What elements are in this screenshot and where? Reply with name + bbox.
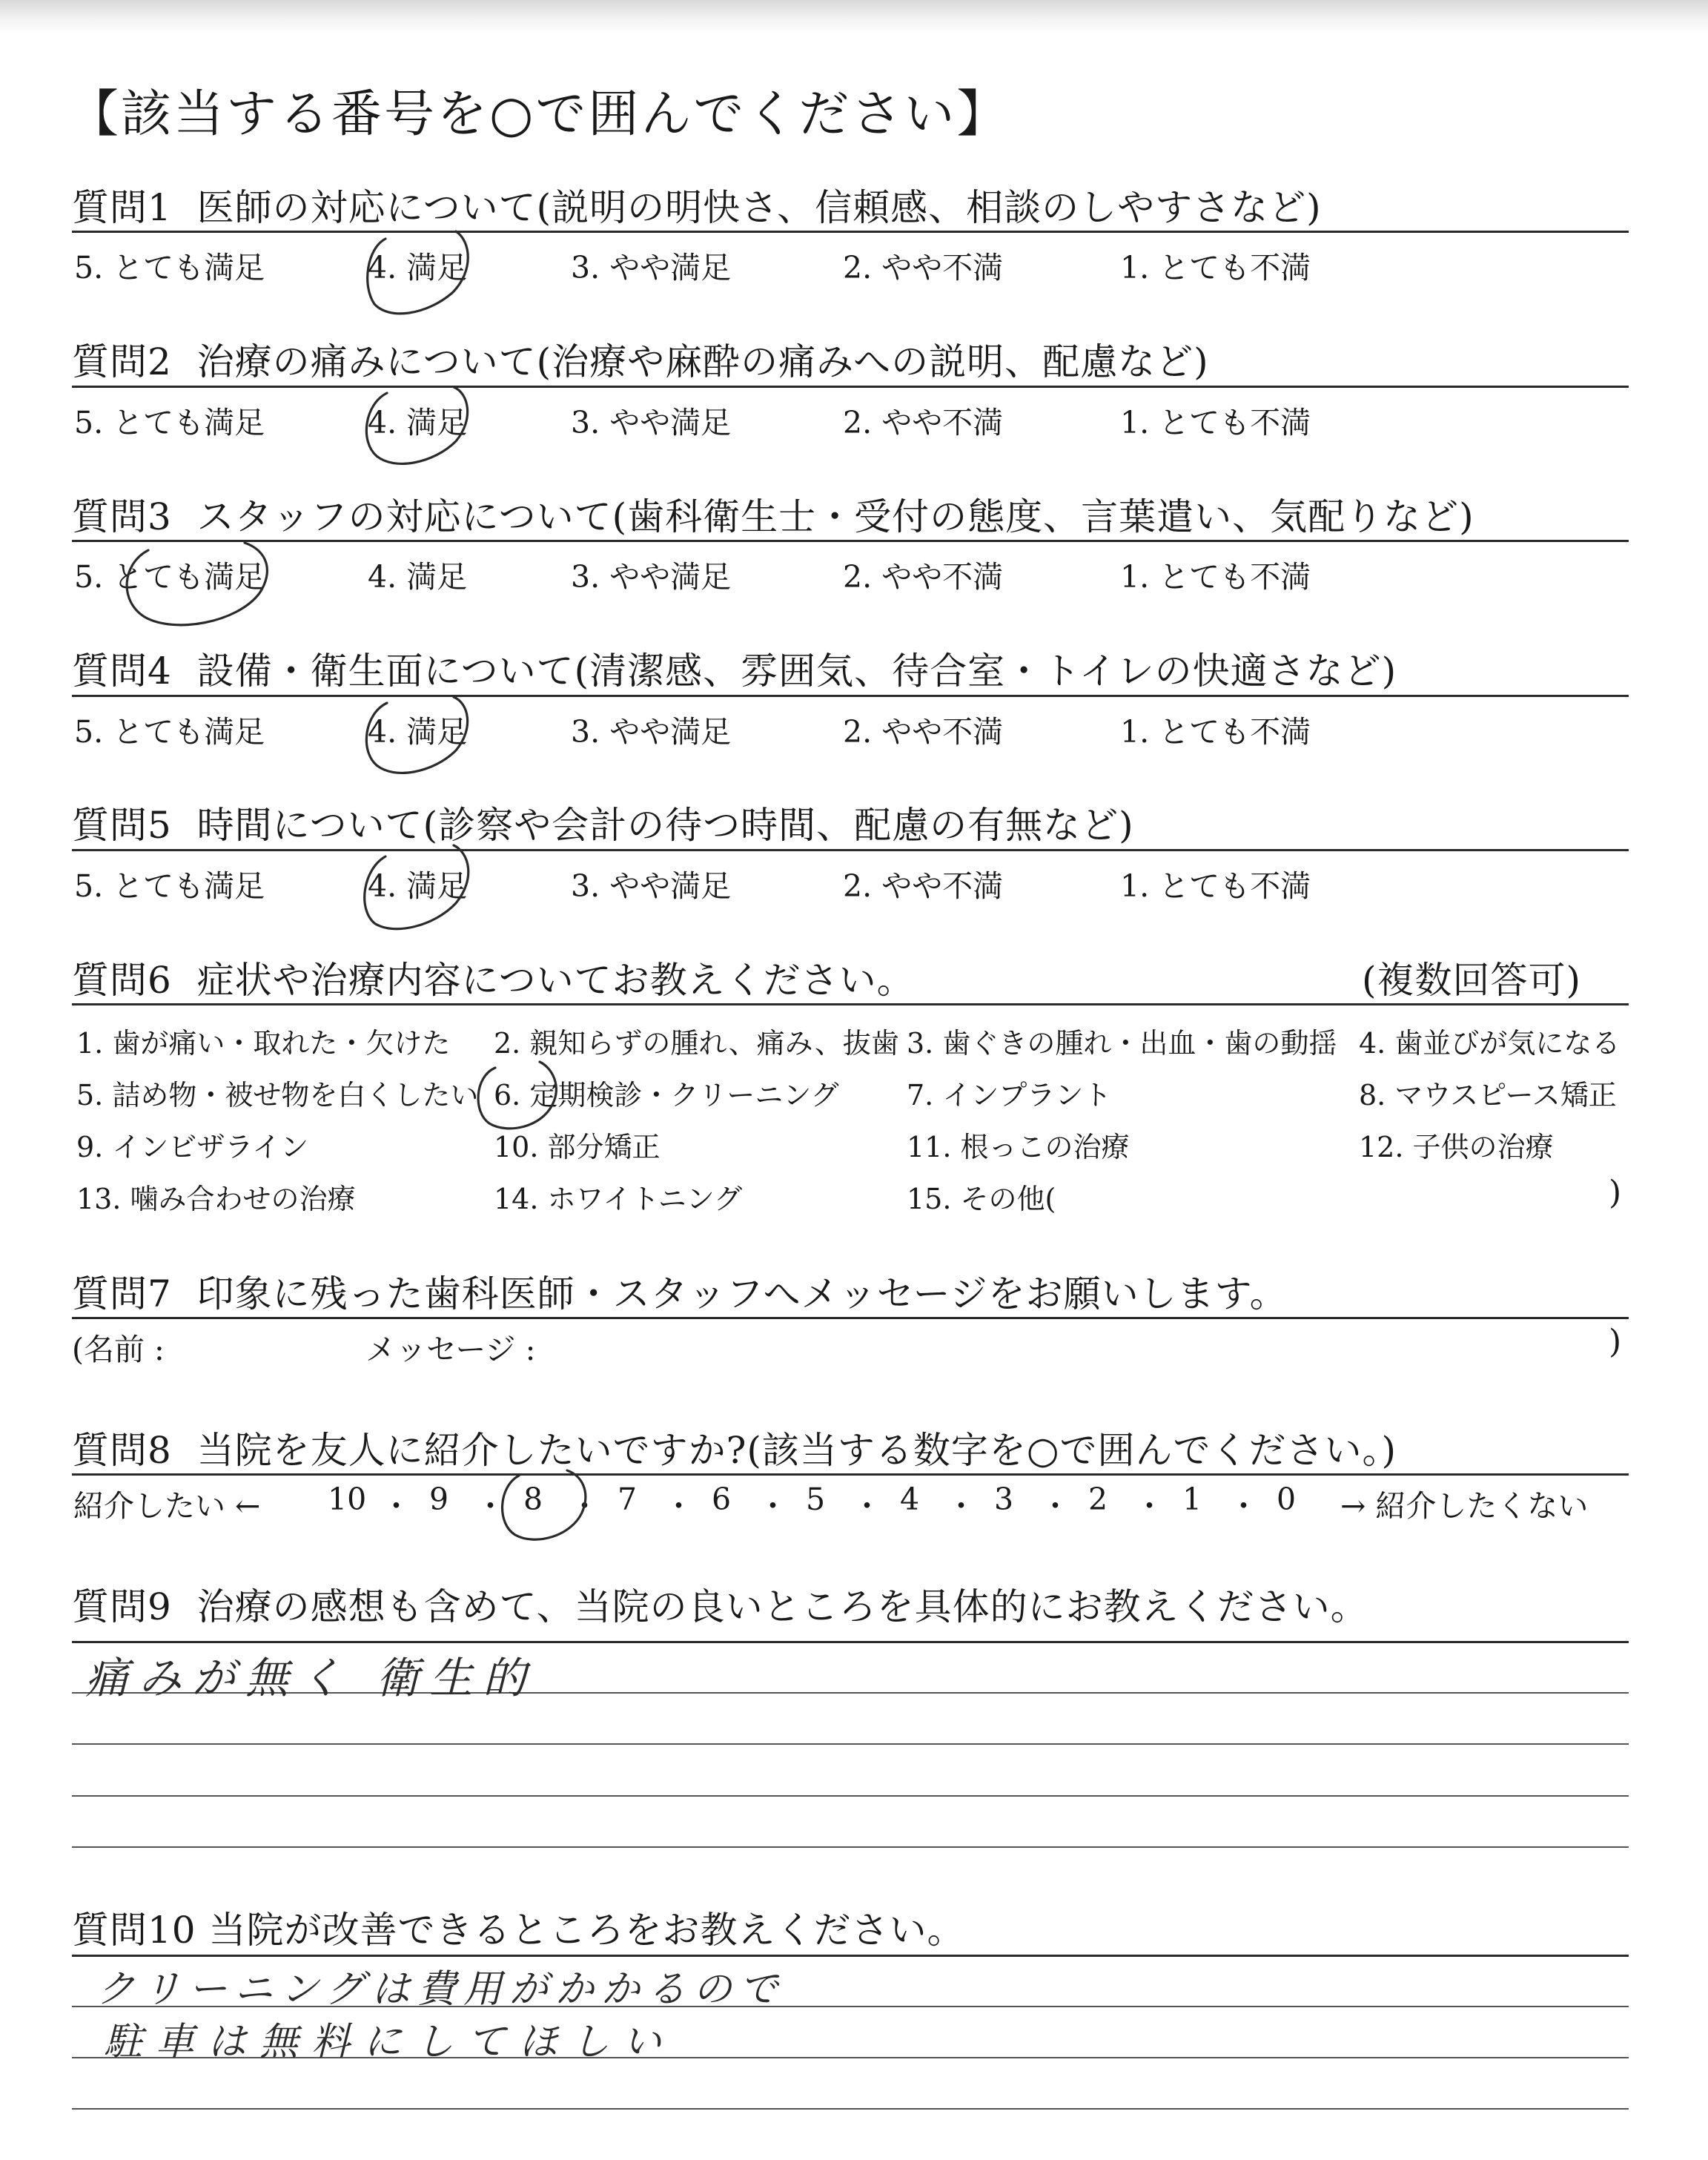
q6-option-5[interactable]: 5. 詰め物・被せ物を白くしたい: [76, 1079, 479, 1112]
q7-name-label: (名前 :: [72, 1332, 165, 1367]
q8-scale-option-6[interactable]: 6: [712, 1482, 732, 1517]
q5-option-2[interactable]: 2. やや不満: [843, 868, 1004, 904]
q8-circle-mark: [503, 1470, 586, 1539]
question-9-label: 質問9: [72, 1585, 172, 1628]
question-8-label: 質問8: [72, 1429, 172, 1472]
q8-scale-option-4[interactable]: 4: [900, 1482, 920, 1517]
q5-option-4[interactable]: 4. 満足: [368, 868, 468, 904]
q8-scale-option-0[interactable]: 0: [1277, 1482, 1297, 1517]
q3-circle-mark: [127, 543, 267, 625]
q8-scale-separator: ・: [475, 1488, 506, 1524]
question-10-label: 質問10: [72, 1909, 196, 1952]
q4-option-3[interactable]: 3. やや満足: [571, 714, 732, 750]
q5-option-3[interactable]: 3. やや満足: [571, 868, 732, 904]
q8-scale-separator: ・: [1040, 1488, 1070, 1524]
q8-scale-separator: ・: [1228, 1488, 1259, 1524]
form-title: 【該当する番号を○で囲んでください】: [68, 85, 1010, 144]
question-2-label: 質問2: [72, 340, 172, 383]
q8-scale-separator: ・: [946, 1488, 976, 1524]
question-4-text: 設備・衛生面について(清潔感、雰囲気、待合室・トイレの快適さなど): [196, 650, 1397, 693]
q8-scale-separator: ・: [758, 1488, 788, 1524]
q7-close-paren: ): [1609, 1323, 1622, 1361]
question-8-text: 当院を友人に紹介したいですか?(該当する数字を○で囲んでください。): [196, 1429, 1397, 1472]
question-3-text: スタッフの対応について(歯科衛生士・受付の態度、言葉遣い、気配りなど): [196, 495, 1474, 538]
q5-option-5[interactable]: 5. とても満足: [74, 868, 265, 904]
q3-option-5[interactable]: 5. とても満足: [74, 559, 265, 595]
q6-option-4[interactable]: 4. 歯並びが気になる: [1359, 1027, 1621, 1060]
q8-scale-separator: ・: [663, 1488, 694, 1524]
q6-option-10[interactable]: 10. 部分矯正: [494, 1131, 661, 1163]
q8-scale-separator: ・: [381, 1488, 411, 1524]
question-7-text: 印象に残った歯科医師・スタッフへメッセージをお願いします。: [196, 1272, 1288, 1315]
q2-option-4[interactable]: 4. 満足: [368, 405, 468, 440]
question-2-text: 治療の痛みについて(治療や麻酔の痛みへの説明、配慮など): [196, 340, 1209, 383]
q5-option-1[interactable]: 1. とても不満: [1120, 868, 1311, 904]
q8-scale-option-5[interactable]: 5: [806, 1482, 826, 1517]
q8-scale-option-1[interactable]: 1: [1182, 1482, 1202, 1517]
q6-option-13[interactable]: 13. 噛み合わせの治療: [76, 1183, 356, 1215]
q5-circle-mark: [365, 845, 469, 929]
q1-option-4[interactable]: 4. 満足: [368, 250, 468, 285]
q8-scale-separator: ・: [852, 1488, 882, 1524]
q8-scale-separator: ・: [569, 1488, 600, 1524]
q6-option-2[interactable]: 2. 親知らずの腫れ、痛み、抜歯: [494, 1027, 899, 1060]
q2-option-5[interactable]: 5. とても満足: [74, 405, 265, 440]
q4-option-1[interactable]: 1. とても不満: [1120, 714, 1311, 750]
question-9-text: 治療の感想も含めて、当院の良いところを具体的にお教えください。: [196, 1585, 1368, 1628]
q8-scale-option-9[interactable]: 9: [429, 1482, 449, 1517]
q8-scale-option-10[interactable]: 10: [328, 1482, 367, 1517]
q8-scale-option-3[interactable]: 3: [994, 1482, 1014, 1517]
q8-left-label: 紹介したい ←: [73, 1488, 261, 1524]
question-1-label: 質問1: [72, 186, 172, 229]
question-5-label: 質問5: [72, 804, 172, 847]
question-3-label: 質問3: [72, 495, 172, 538]
q8-scale-option-8[interactable]: 8: [523, 1482, 543, 1517]
q6-option-12[interactable]: 12. 子供の治療: [1359, 1131, 1554, 1163]
question-1-text: 医師の対応について(説明の明快さ、信頼感、相談のしやすさなど): [196, 186, 1322, 229]
q9-handwritten-answer[interactable]: 痛みが無く 衛生的: [85, 1653, 537, 1703]
q10-handwritten-line-1[interactable]: クリーニングは費用がかかるので: [96, 1967, 785, 2012]
q3-option-4[interactable]: 4. 満足: [368, 559, 468, 595]
question-5-text: 時間について(診察や会計の待つ時間、配慮の有無など): [196, 804, 1134, 847]
q3-option-3[interactable]: 3. やや満足: [571, 559, 732, 595]
q1-option-5[interactable]: 5. とても満足: [74, 250, 265, 285]
q6-option-11[interactable]: 11. 根っこの治療: [907, 1131, 1130, 1163]
q6-circle-mark: [478, 1062, 556, 1129]
question-6-note: (複数回答可): [1362, 959, 1582, 1002]
question-10-text: 当院が改善できるところをお教えください。: [208, 1909, 965, 1952]
q8-scale-option-7[interactable]: 7: [618, 1482, 638, 1517]
question-7-label: 質問7: [72, 1272, 172, 1315]
q7-message-label: メッセージ :: [365, 1332, 536, 1367]
q6-option-7[interactable]: 7. インプラント: [907, 1079, 1112, 1112]
q4-option-2[interactable]: 2. やや不満: [843, 714, 1004, 750]
question-6-label: 質問6: [72, 959, 172, 1002]
q1-option-3[interactable]: 3. やや満足: [571, 250, 732, 285]
q6-option-6[interactable]: 6. 定期検診・クリーニング: [494, 1079, 839, 1112]
q6-option-9[interactable]: 9. インビザライン: [76, 1131, 309, 1163]
q4-circle-mark: [366, 697, 467, 773]
question-6-text: 症状や治療内容についてお教えください。: [196, 959, 915, 1002]
q8-scale-option-2[interactable]: 2: [1088, 1482, 1108, 1517]
q2-circle-mark: [366, 387, 467, 463]
q3-option-1[interactable]: 1. とても不満: [1120, 559, 1311, 595]
q2-option-2[interactable]: 2. やや不満: [843, 405, 1004, 440]
q2-option-1[interactable]: 1. とても不満: [1120, 405, 1311, 440]
q6-option-1[interactable]: 1. 歯が痛い・取れた・欠けた: [76, 1027, 451, 1060]
q8-right-label: → 紹介したくない: [1340, 1488, 1589, 1524]
q1-option-2[interactable]: 2. やや不満: [843, 250, 1004, 285]
q10-handwritten-line-2[interactable]: 駐車は無料にしてほしい: [104, 2020, 675, 2064]
q8-scale-separator: ・: [1134, 1488, 1165, 1524]
q6-option-8[interactable]: 8. マウスピース矯正: [1359, 1079, 1617, 1112]
q4-option-5[interactable]: 5. とても満足: [74, 714, 265, 750]
q6-option-3[interactable]: 3. 歯ぐきの腫れ・出血・歯の動揺: [907, 1027, 1337, 1060]
q6-option-15[interactable]: 15. その他(: [907, 1183, 1056, 1215]
q4-option-4[interactable]: 4. 満足: [368, 714, 468, 750]
q6-option-14[interactable]: 14. ホワイトニング: [494, 1183, 743, 1215]
q1-circle-mark: [368, 231, 469, 314]
q6-other-close-paren: ): [1609, 1174, 1622, 1212]
q3-option-2[interactable]: 2. やや不満: [843, 559, 1004, 595]
question-4-label: 質問4: [72, 650, 172, 693]
q2-option-3[interactable]: 3. やや満足: [571, 405, 732, 440]
q1-option-1[interactable]: 1. とても不満: [1120, 250, 1311, 285]
